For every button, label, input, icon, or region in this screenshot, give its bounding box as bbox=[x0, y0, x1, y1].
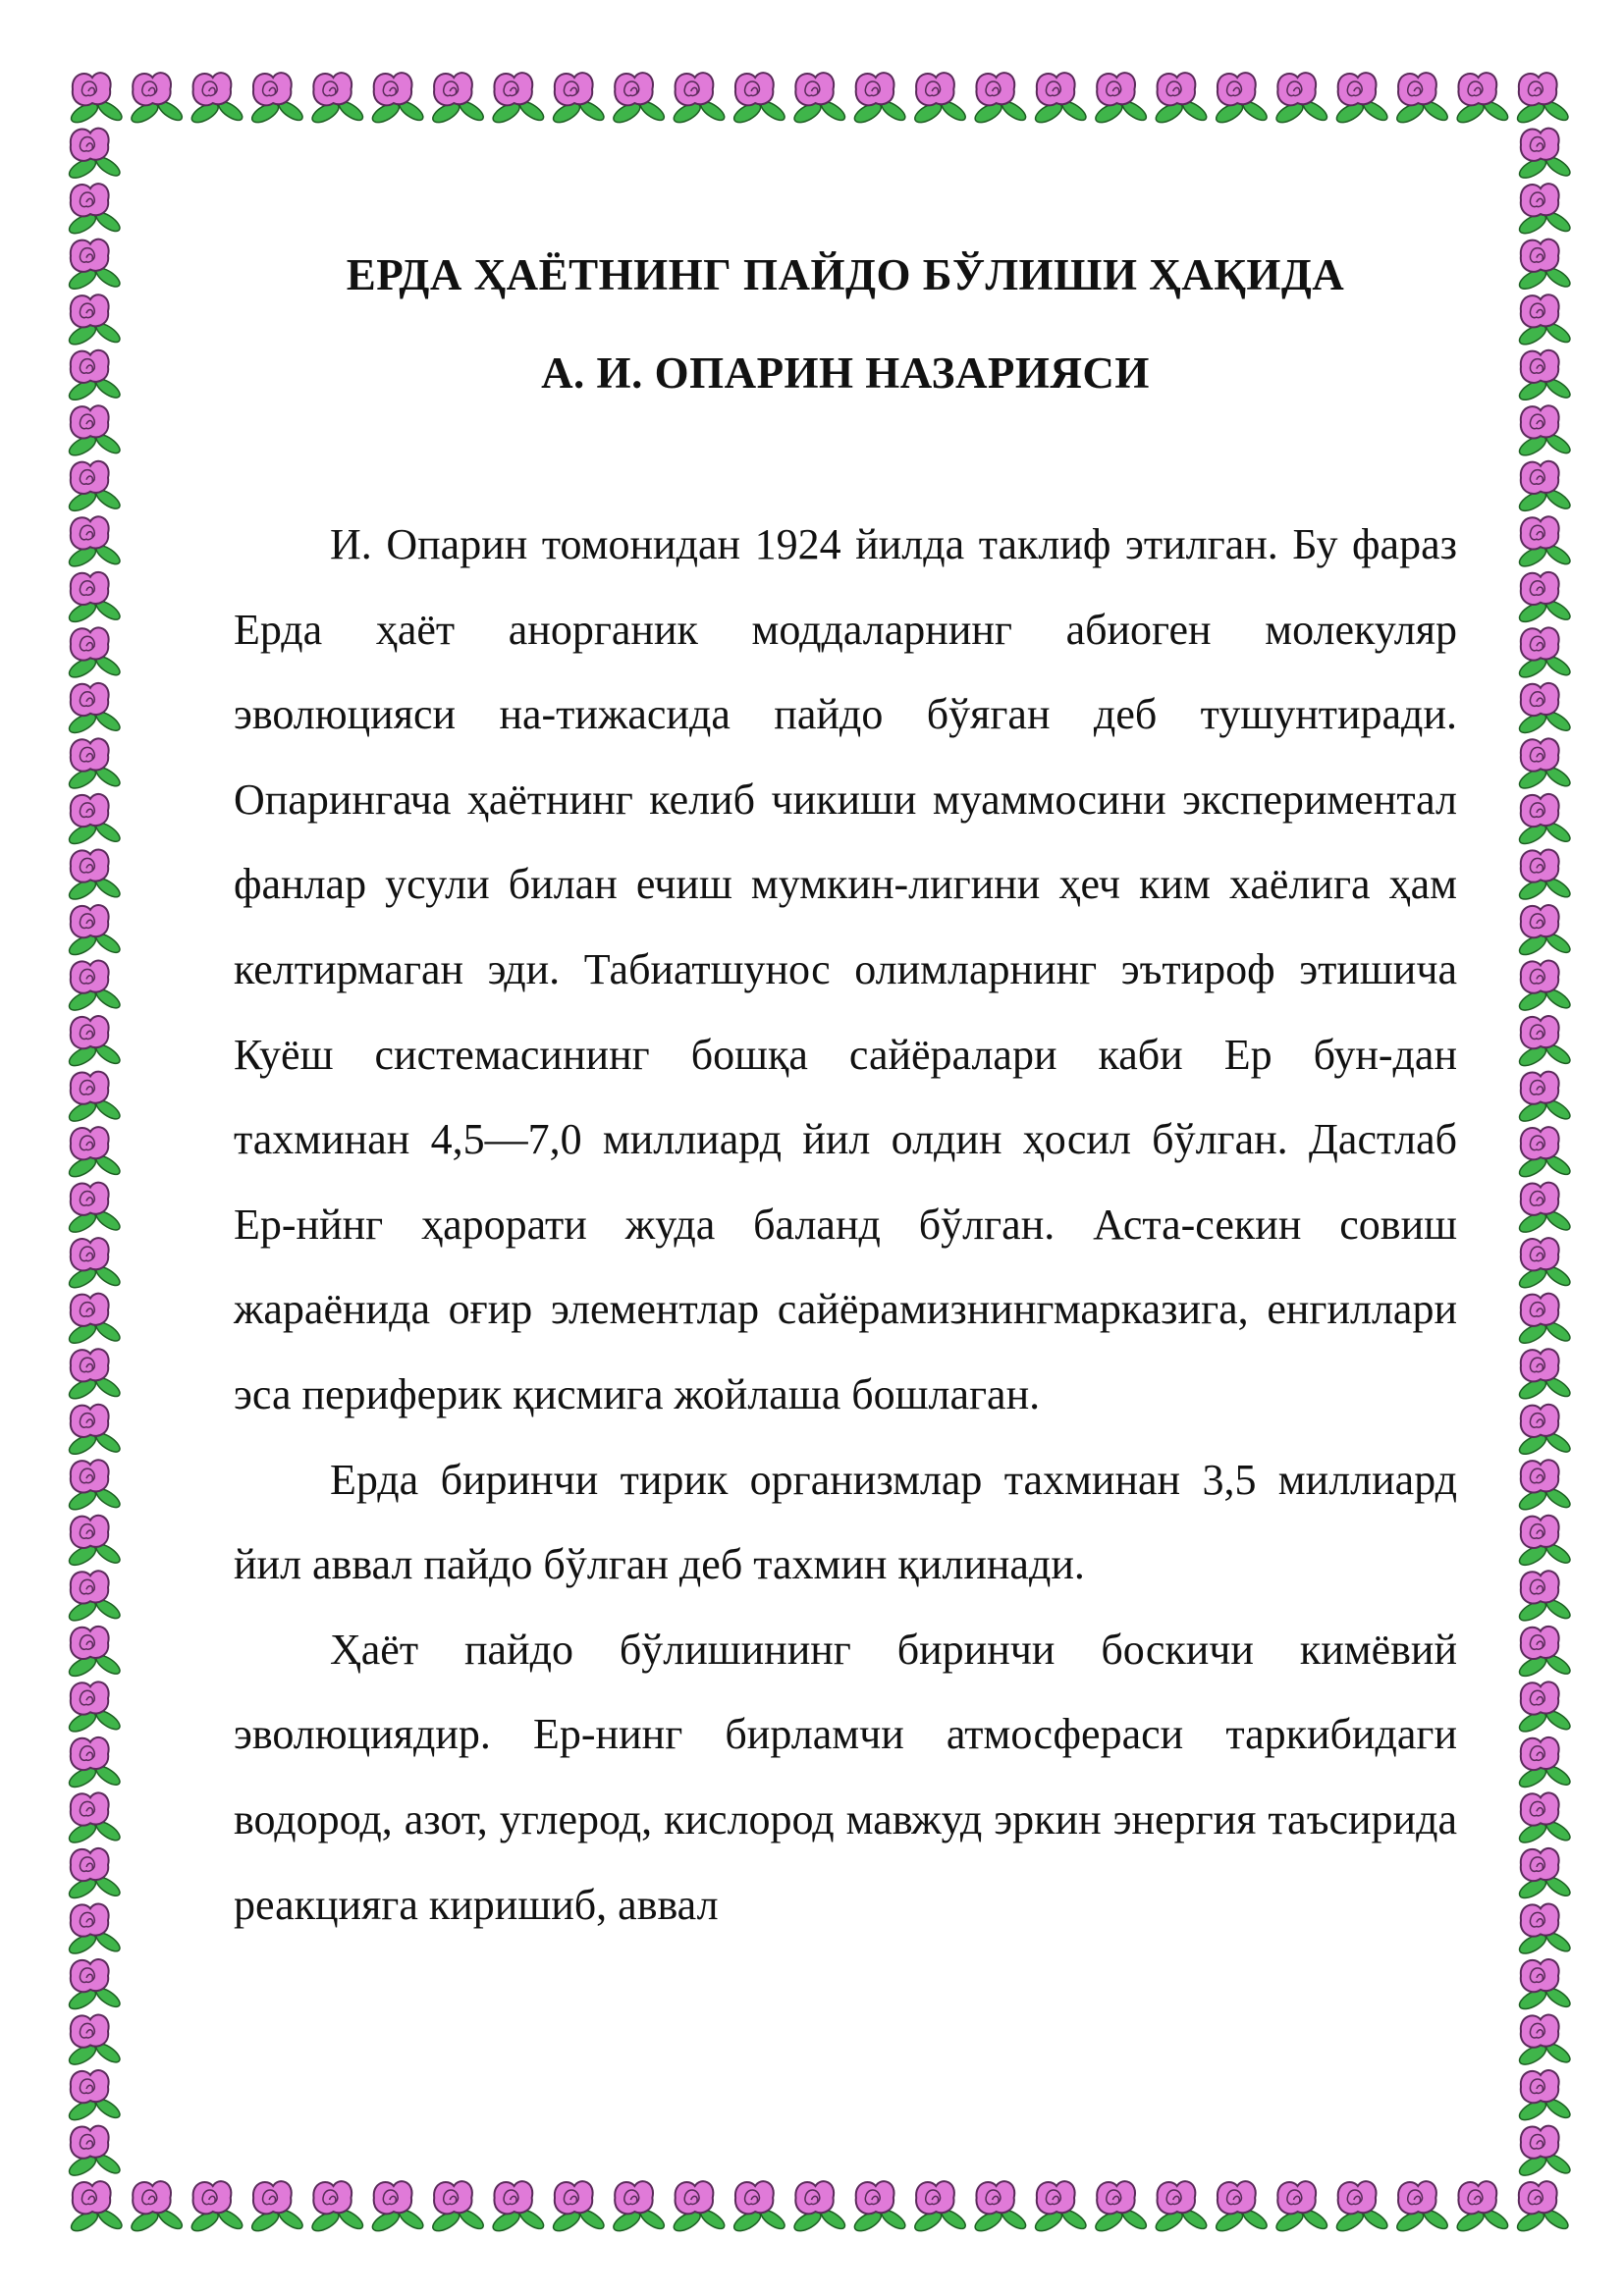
pink-rose-icon bbox=[67, 350, 123, 403]
pink-rose-icon bbox=[369, 2181, 425, 2234]
pink-rose-icon bbox=[1517, 1903, 1573, 1956]
pink-rose-icon bbox=[67, 1405, 123, 1458]
pink-rose-icon bbox=[490, 73, 546, 126]
pink-rose-icon bbox=[1517, 1072, 1573, 1125]
pink-rose-icon bbox=[1517, 794, 1573, 847]
pink-rose-icon bbox=[1517, 961, 1573, 1014]
pink-rose-icon bbox=[1454, 73, 1510, 126]
pink-rose-icon bbox=[1093, 73, 1149, 126]
pink-rose-icon bbox=[67, 1127, 123, 1180]
pink-rose-icon bbox=[129, 2181, 185, 2234]
pink-rose-icon bbox=[67, 516, 123, 569]
pink-rose-icon bbox=[1454, 2181, 1510, 2234]
pink-rose-icon bbox=[67, 1072, 123, 1125]
pink-rose-icon bbox=[67, 240, 123, 293]
pink-rose-icon bbox=[1517, 1349, 1573, 1402]
pink-rose-icon bbox=[1153, 73, 1209, 126]
pink-rose-icon bbox=[851, 2181, 907, 2234]
pink-rose-icon bbox=[1517, 1127, 1573, 1180]
pink-rose-icon bbox=[1273, 2181, 1329, 2234]
pink-rose-icon bbox=[1517, 683, 1573, 736]
pink-rose-icon bbox=[1093, 2181, 1149, 2234]
pink-rose-icon bbox=[249, 73, 305, 126]
pink-rose-icon bbox=[67, 129, 123, 182]
pink-rose-icon bbox=[1214, 2181, 1270, 2234]
pink-rose-icon bbox=[67, 849, 123, 902]
pink-rose-icon bbox=[67, 1183, 123, 1236]
pink-rose-icon bbox=[1273, 73, 1329, 126]
pink-rose-icon bbox=[67, 461, 123, 514]
pink-rose-icon bbox=[1517, 461, 1573, 514]
pink-rose-icon bbox=[1517, 905, 1573, 958]
pink-rose-icon bbox=[1517, 1792, 1573, 1845]
pink-rose-icon bbox=[1517, 129, 1573, 182]
paragraph: И. Опарин томонидан 1924 йилда таклиф этилган. Бу фараз Ерда ҳаёт анорганик моддаларнинг абиоген молекуляр эволюцияси на-тижасида пайдо бўяган деб тушунтиради. Опарингача ҳаётнинг келиб чикиши муаммосини экспериментал фанлар усули билан ечиш мумкин-лигини ҳеч ким хаёлига ҳам келтирмаган эди. Табиатшунос олимларнинг эътироф этишича Куёш системасининг бошқа сайёралари каби Ер бун-дан тахминан 4,5—7,0 миллиард йил олдин ҳосил бўлган. Дастлаб Ер-нйнг ҳарорати жуда баланд бўлган. Аста-секин совиш жараёнида оғир элементлар сайёрамизнингмарказига, енгиллари эса периферик қисмига жойлаша бошлаган. bbox=[234, 520, 1457, 1418]
pink-rose-icon bbox=[1517, 1682, 1573, 1735]
pink-rose-icon bbox=[671, 2181, 727, 2234]
pink-rose-icon bbox=[1517, 294, 1573, 347]
pink-rose-icon bbox=[67, 2070, 123, 2123]
pink-rose-icon bbox=[611, 2181, 667, 2234]
pink-rose-icon bbox=[67, 1238, 123, 1291]
pink-rose-icon bbox=[791, 2181, 847, 2234]
pink-rose-icon bbox=[912, 73, 968, 126]
pink-rose-icon bbox=[67, 405, 123, 458]
pink-rose-icon bbox=[430, 73, 486, 126]
pink-rose-icon bbox=[490, 2181, 546, 2234]
document-title-line-2: А. И. ОПАРИН НАЗАРИЯСИ bbox=[541, 348, 1150, 398]
pink-rose-icon bbox=[1517, 1405, 1573, 1458]
pink-rose-icon bbox=[1214, 73, 1270, 126]
pink-rose-icon bbox=[1033, 73, 1089, 126]
pink-rose-icon bbox=[430, 2181, 486, 2234]
pink-rose-icon bbox=[1517, 184, 1573, 237]
pink-rose-icon bbox=[1515, 73, 1571, 126]
pink-rose-icon bbox=[1517, 1848, 1573, 1901]
pink-rose-icon bbox=[972, 73, 1028, 126]
pink-rose-icon bbox=[1517, 1627, 1573, 1680]
pink-rose-icon bbox=[67, 905, 123, 958]
pink-rose-icon bbox=[129, 73, 185, 126]
pink-rose-icon bbox=[791, 73, 847, 126]
pink-rose-icon bbox=[69, 2181, 125, 2234]
paragraph: Ерда биринчи тирик организмлар тахминан 3,5 миллиард йил аввал пайдо бўлган деб тахмин қилинади. bbox=[234, 1455, 1457, 1589]
pink-rose-icon bbox=[67, 1516, 123, 1569]
pink-rose-icon bbox=[912, 2181, 968, 2234]
pink-rose-icon bbox=[67, 1294, 123, 1347]
pink-rose-icon bbox=[1517, 2015, 1573, 2068]
pink-rose-icon bbox=[1517, 350, 1573, 403]
pink-rose-icon bbox=[67, 1737, 123, 1790]
paragraph: Ҳаёт пайдо бўлишининг биринчи боскичи кимёвий эволюциядир. Ер-нинг бирламчи атмосфераси таркибидаги водород, азот, углерод, кислород мавжуд эркин энергия таъсирида реакцияга киришиб, аввал bbox=[234, 1625, 1457, 1929]
pink-rose-icon bbox=[69, 73, 125, 126]
pink-rose-icon bbox=[67, 1016, 123, 1069]
pink-rose-icon bbox=[1517, 1460, 1573, 1513]
pink-rose-icon bbox=[1517, 2126, 1573, 2179]
pink-rose-icon bbox=[1333, 73, 1389, 126]
pink-rose-icon bbox=[309, 2181, 365, 2234]
pink-rose-icon bbox=[249, 2181, 305, 2234]
pink-rose-icon bbox=[1517, 1238, 1573, 1291]
pink-rose-icon bbox=[731, 2181, 787, 2234]
pink-rose-icon bbox=[67, 961, 123, 1014]
pink-rose-icon bbox=[1153, 2181, 1209, 2234]
pink-rose-icon bbox=[1517, 849, 1573, 902]
pink-rose-icon bbox=[67, 1627, 123, 1680]
pink-rose-icon bbox=[67, 1349, 123, 1402]
pink-rose-icon bbox=[972, 2181, 1028, 2234]
pink-rose-icon bbox=[67, 184, 123, 237]
pink-rose-icon bbox=[731, 73, 787, 126]
pink-rose-icon bbox=[671, 73, 727, 126]
pink-rose-icon bbox=[1517, 572, 1573, 625]
pink-rose-icon bbox=[611, 73, 667, 126]
pink-rose-icon bbox=[551, 73, 607, 126]
pink-rose-icon bbox=[1517, 2070, 1573, 2123]
document-body bbox=[234, 247, 1457, 1948]
pink-rose-icon bbox=[1517, 1516, 1573, 1569]
pink-rose-icon bbox=[1517, 1016, 1573, 1069]
pink-rose-icon bbox=[67, 794, 123, 847]
pink-rose-icon bbox=[67, 2126, 123, 2179]
pink-rose-icon bbox=[1033, 2181, 1089, 2234]
pink-rose-icon bbox=[1517, 1571, 1573, 1624]
pink-rose-icon bbox=[67, 2015, 123, 2068]
pink-rose-icon bbox=[1517, 627, 1573, 680]
pink-rose-icon bbox=[1515, 2181, 1571, 2234]
pink-rose-icon bbox=[1517, 240, 1573, 293]
pink-rose-icon bbox=[551, 2181, 607, 2234]
pink-rose-icon bbox=[1517, 1183, 1573, 1236]
document-title-line-1: ЕРДА ҲАЁТНИНГ ПАЙДО БЎЛИШИ ҲАҚИДА bbox=[346, 250, 1345, 299]
pink-rose-icon bbox=[1517, 405, 1573, 458]
pink-rose-icon bbox=[67, 1682, 123, 1735]
pink-rose-icon bbox=[369, 73, 425, 126]
pink-rose-icon bbox=[67, 627, 123, 680]
pink-rose-icon bbox=[67, 1848, 123, 1901]
pink-rose-icon bbox=[189, 73, 244, 126]
pink-rose-icon bbox=[67, 738, 123, 791]
pink-rose-icon bbox=[67, 1959, 123, 2012]
pink-rose-icon bbox=[1517, 1959, 1573, 2012]
pink-rose-icon bbox=[1517, 516, 1573, 569]
pink-rose-icon bbox=[67, 1571, 123, 1624]
pink-rose-icon bbox=[67, 683, 123, 736]
pink-rose-icon bbox=[1517, 738, 1573, 791]
pink-rose-icon bbox=[67, 1903, 123, 1956]
document-text bbox=[234, 503, 1457, 1948]
pink-rose-icon bbox=[67, 1792, 123, 1845]
pink-rose-icon bbox=[67, 572, 123, 625]
pink-rose-icon bbox=[309, 73, 365, 126]
pink-rose-icon bbox=[1394, 73, 1450, 126]
pink-rose-icon bbox=[851, 73, 907, 126]
pink-rose-icon bbox=[189, 2181, 244, 2234]
pink-rose-icon bbox=[1394, 2181, 1450, 2234]
pink-rose-icon bbox=[67, 1460, 123, 1513]
pink-rose-icon bbox=[67, 294, 123, 347]
pink-rose-icon bbox=[1517, 1294, 1573, 1347]
pink-rose-icon bbox=[1333, 2181, 1389, 2234]
pink-rose-icon bbox=[1517, 1737, 1573, 1790]
